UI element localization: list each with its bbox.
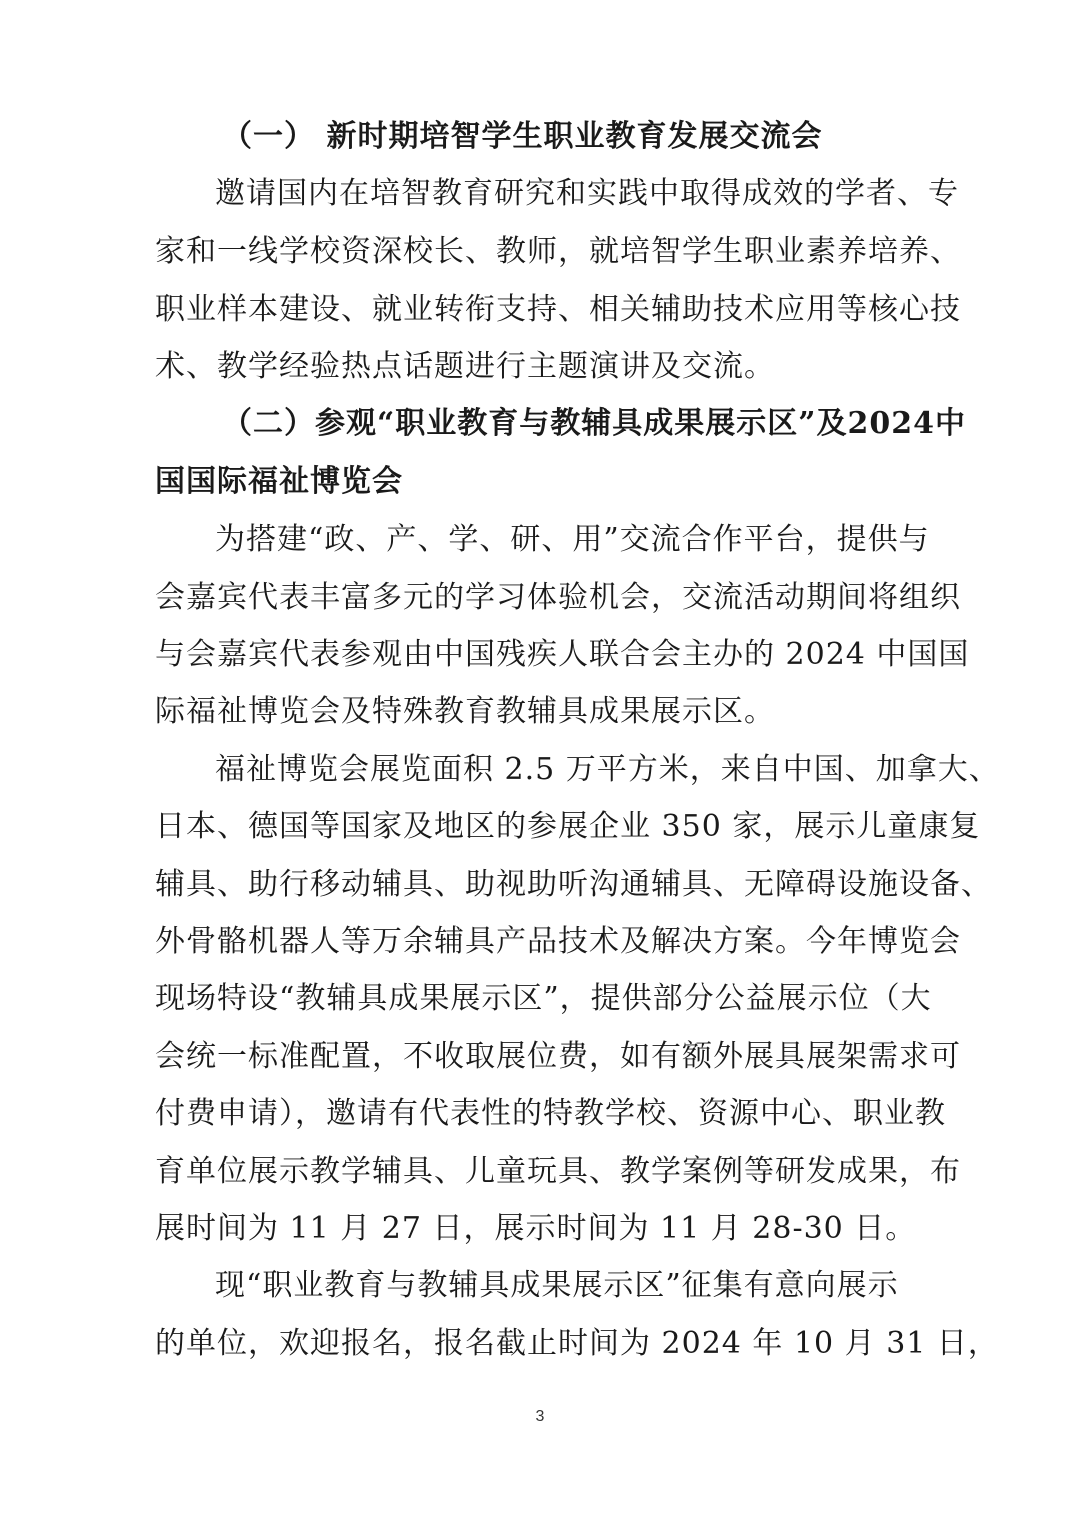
section-2-p3-line-2: 的单位，欢迎报名，报名截止时间为 2024 年 10 月 31 日， (155, 1326, 999, 1361)
section-2-p2-line-2: 日本、德国等国家及地区的参展企业 350 家，展示儿童康复 (155, 809, 981, 844)
section-2-p2-line-8: 育单位展示教学辅具、儿童玩具、教学案例等研发成果，布 (155, 1154, 961, 1189)
section-2-p1-line-2: 会嘉宾代表丰富多元的学习体验机会，交流活动期间将组织 (155, 580, 961, 615)
section-2-p1-line-3: 与会嘉宾代表参观由中国残疾人联合会主办的 2024 中国国 (155, 637, 970, 672)
section-2-p3-line-1: 现“职业教育与教辅具成果展示区”征集有意向展示 (215, 1268, 899, 1303)
section-2-heading-line-2: 国国际福祉博览会 (155, 464, 403, 499)
section-2-p1-line-1: 为搭建“政、产、学、研、用”交流合作平台，提供与 (215, 522, 930, 557)
section-1-heading: （一） 新时期培智学生职业教育发展交流会 (222, 119, 823, 154)
section-2-p2-line-5: 现场特设“教辅具成果展示区”，提供部分公益展示位（大 (155, 981, 932, 1016)
section-1-line-2: 家和一线学校资深校长、教师，就培智学生职业素养培养、 (155, 234, 961, 269)
section-2-p1-line-4: 际福祉博览会及特殊教育教辅具成果展示区。 (155, 694, 775, 729)
section-2-p2-line-7: 付费申请），邀请有代表性的特教学校、资源中心、职业教 (155, 1096, 946, 1131)
section-1-line-1: 邀请国内在培智教育研究和实践中取得成效的学者、专 (215, 176, 959, 211)
page-number: 3 (535, 1408, 545, 1425)
section-2-heading-line-1: （二）参观“职业教育与教辅具成果展示区”及2024中 (222, 406, 967, 441)
section-1-line-4: 术、教学经验热点话题进行主题演讲及交流。 (155, 349, 775, 384)
section-2-p2-line-3: 辅具、助行移动辅具、助视助听沟通辅具、无障碍设施设备、 (155, 867, 992, 902)
section-2-p2-line-4: 外骨骼机器人等万余辅具产品技术及解决方案。今年博览会 (155, 924, 961, 959)
section-2-p2-line-1: 福祉博览会展览面积 2.5 万平方米，来自中国、加拿大、 (215, 752, 1000, 787)
section-2-p2-line-6: 会统一标准配置，不收取展位费，如有额外展具展架需求可 (155, 1039, 961, 1074)
section-2-p2-line-9: 展时间为 11 月 27 日，展示时间为 11 月 28-30 日。 (155, 1211, 917, 1246)
section-1-line-3: 职业样本建设、就业转衔支持、相关辅助技术应用等核心技 (155, 292, 961, 327)
